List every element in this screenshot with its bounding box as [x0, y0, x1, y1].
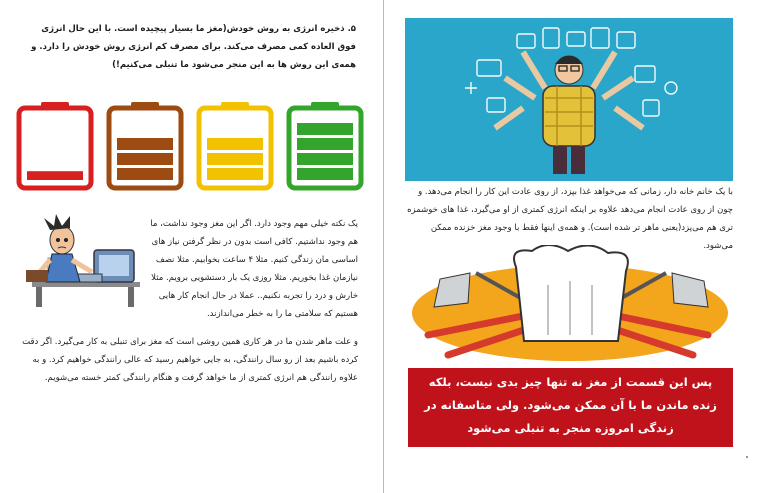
intro-paragraph: ۵. ذخیره انرژی به روش خودش(مغز ما بسیار پیچیده است. با این حال انرژی فوق العاده کمی مصرف می‌کند. برای مصرف کم انرژی روش خودش را دارد. و همه‌ی این روش ها به این منجر می‌شود ما تنبلی می‌کنیم!) — [31, 24, 356, 70]
chef-hat-illustration — [408, 245, 733, 365]
battery-icon — [19, 102, 91, 188]
battery-bar-segment — [297, 168, 353, 180]
battery-bar-segment — [297, 123, 353, 135]
battery-bar-segment — [117, 138, 173, 150]
battery-bar-segment — [297, 138, 353, 150]
battery-row — [14, 100, 366, 192]
top-paragraph: با یک خانم خانه دار، زمانی که می‌خواهد غذا بپزد، از روی عادت این کار را انجام می‌دهد. و چون از روی عادت انجام می‌دهد علاوه بر اینکه انرژی کمتری از او می‌گیرد، غذا های خوشمزه تری هم می‌پزد(یعنی ماهر تر شده است). و همه‌ی اینها فقط با وجود مغز خزنده ممکن می‌شود. — [407, 187, 733, 251]
battery-bar-segment — [297, 153, 353, 165]
battery-bar-segment — [117, 153, 173, 165]
battery-icon — [109, 102, 181, 188]
battery-illustration — [14, 100, 366, 192]
battery-bar-segment — [207, 153, 263, 165]
battery-bar-segment — [117, 168, 173, 180]
callout-box: پس این قسمت از مغز نه تنها چیز بدی نیست، بلکه زنده ماندن ما با آن ممکن می‌شود. ولی متاسفانه در زندگی امروزه منجر به تنبلی می‌شود — [408, 368, 733, 447]
page-divider — [383, 0, 384, 493]
battery-icon — [289, 102, 361, 188]
battery-icon — [199, 102, 271, 188]
middle-paragraph: یک نکته خیلی مهم وجود دارد. اگر این مغز وجود نداشت، ما هم وجود نداشتیم. کافی است بدون در نظر گرفتن نیاز های اساسی مان زندگی کنیم. مثلا ۴ ساعت بخوابیم. مثلا نصف نیازمان غذا بخوریم. مثلا روزی یک بار دستشویی برویم. مثلا خارش و درد را تجربه نکنیم.. عملا در حال انجام کار هایی هستیم که سلامتی ما را به خطر می‌اندازند. — [150, 219, 358, 319]
multitask-illustration — [405, 18, 733, 181]
battery-bar-segment — [207, 138, 263, 150]
bottom-paragraph: و علت ماهر شدن ما در هر کاری همین روشی است که مغز برای تنبلی به کار می‌گیرد. اگر دقت کرده باشیم بعد از رو سال رانندگی، به جایی خواهیم رسید که عالی رانندگی خواهیم کرد. و به علاوه رانندگی هم انرژی کمتری از ما خواهد گرفت و هنگام رانندگی کمتر خسته می‌شویم. — [22, 337, 358, 383]
tired-worker-illustration — [14, 210, 146, 310]
page-marker — [746, 456, 748, 458]
battery-bar-segment — [207, 168, 263, 180]
